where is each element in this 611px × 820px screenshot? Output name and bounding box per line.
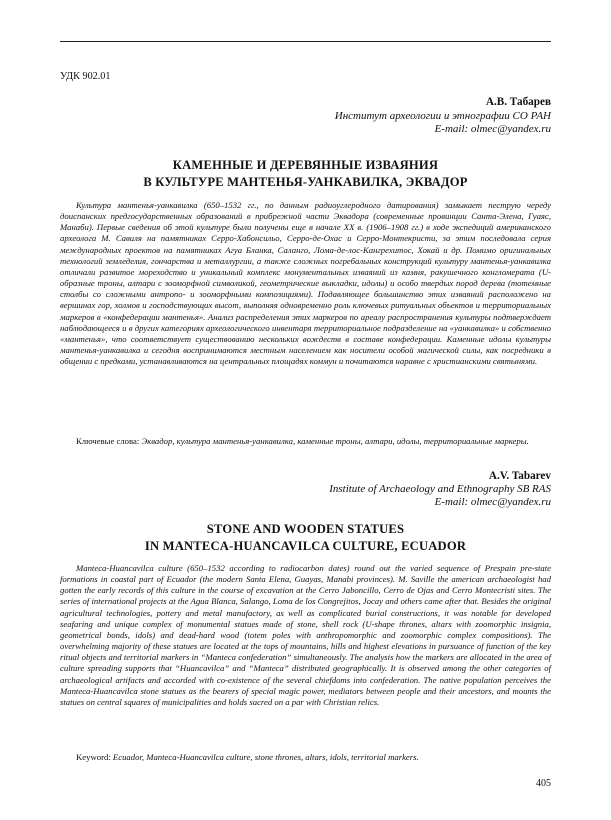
institute-en: Institute of Archaeology and Ethnography SB RAS (329, 483, 551, 495)
abstract-ru: Культура мантенья-уанкавилка (650–1532 гг., по данным радиоуглеродного датирования) замыкает пеструю череду доиспанских предгосударственных образований в прибрежной части Эквадора (современные провинции Санта-Элена, Гуаяс, Манаби). Первые сведения об этой культуре были получены еще в начале XX в. (1906–1908 гг.) в ходе экспедиций американского археолога М. Савиля на памятниках Серро-Хабонсильо, Серро-де-Охас и Серро-Монтекристи, за этим последовала серия международных проектов на памятниках Агуа Бланка, Саланго, Лома-де-лос-Кангрехитос, Хокай и др. Помимо оригинальных технологий земледелия, гончарства и металлургии, а также сложных погребальных конструкций культуру мантенья-уанкавилка отличали развитое мореходство и уникальный комплекс монументальных изваяний из камня, ракушечного конгломерата (U-образные троны, алтари с зооморфной символикой, геометрические выкладки, идолы) и особо твердых пород дерева (тотемные столбы со сложными антропо- и зооморфными композициями). Подавляющее большинство этих изваяний расположено на вершинах гор, холмов и господствующих высот, выполняя одновременно роль ключевых ритуальных объектов и территориальных маркеров в «конфедерации мантенья». Анализ распределения этих маркеров по ареалу распространения культуры подтверждает наблюдающееся и в других категориях археологического инвентаря территориальное подразделение на «уанкавилка» и собственно «мантенья», что соответствует существованию нескольких вождеств в составе конфедерации. Каменные идолы культуры мантенья-уанкавилка и сегодня воспринимаются местным населением как носители особой магической силы, как посредники в общении с предками, устанавливаются на центральных площадях коммун и почитаются наравне с христианскими святынями. (60, 200, 551, 367)
keywords-ru (60, 436, 551, 447)
abstract-en: Manteca-Huancavilca culture (650–1532 according to radiocarbon dates) round out the varied sequence of Prespain pre-state formations in coastal part of Ecuador (the modern Santa Elena, Guayas, Manabi provinces). M. Saville the american archaeologist had gotten the early records of this culture in the course of excavation at the Cerro Jaboncillo, Cerro de Ojas and Cerro Montecristi sites. The series of international projects at the Agua Blanca, Salango, Loma de los Congrejitos, Jocay and others came after that. Besides the original agricultural technologies, pottery and metal manufactory, as well as complicated burial constructions, it was notable for developed seafaring and unique complex of monumental statues made of stone, shell rock (U-shape thrones, altars with zoomorphic insignia, geometrical bonds, idols) and dead-hard wood (totem poles with anthropomorphic and zoomorphic complex compositions). The overwhelming majority of these statues are located at the tops of mountains, hills and highest elevations in pursuance of function of the key ritual objects and territorial markers in “Manteca confederation” simultaneously. The analysis how the markers are allocated in the area of culture spreading supports that “Huancavilca” and “Manteca” distributed geographically. It is observed among the other categories of archaeological artifacts and accorded with co-existence of the several chiefdoms into confederation. The native population perceives the Manteca-Huancavilca stone statues as the bearers of special magic power, mediators between people and their ancestors, and mounts the statues on central squares of municipalities and holds sacred on a par with Christian relics. (60, 563, 551, 707)
top-rule (60, 41, 551, 42)
keywords-label-ru: Ключевые слова: (76, 436, 140, 446)
keywords-label-en: Keyword: (76, 752, 111, 762)
email-en: E-mail: olmec@yandex.ru (434, 496, 551, 508)
email-ru: E-mail: olmec@yandex.ru (434, 123, 551, 135)
page-number: 405 (536, 778, 551, 789)
keywords-en (60, 752, 551, 763)
author-en: A.V. Tabarev (488, 470, 551, 482)
title-ru-line2: В КУЛЬТУРЕ МАНТЕНЬЯ-УАНКАВИЛКА, ЭКВАДОР (143, 175, 468, 189)
keywords-value-en: Ecuador, Manteca-Huancavilca culture, stone thrones, altars, idols, territorial markers. (112, 752, 419, 762)
keywords-value-ru: Эквадор, культура мантенья-уанкавилка, каменные троны, алтари, идолы, территориальные маркеры. (141, 436, 529, 446)
title-en-line2: IN MANTECA-HUANCAVILCA CULTURE, ECUADOR (144, 539, 467, 553)
title-ru-line1: КАМЕННЫЕ И ДЕРЕВЯННЫЕ ИЗВАЯНИЯ (172, 158, 439, 172)
title-en-line1: STONE AND WOODEN STATUES (206, 522, 405, 536)
udk-code: УДК 902.01 (60, 71, 111, 82)
institute-ru: Институт археологии и этнографии СО РАН (334, 110, 551, 122)
author-ru: А.В. Табарев (485, 96, 551, 108)
